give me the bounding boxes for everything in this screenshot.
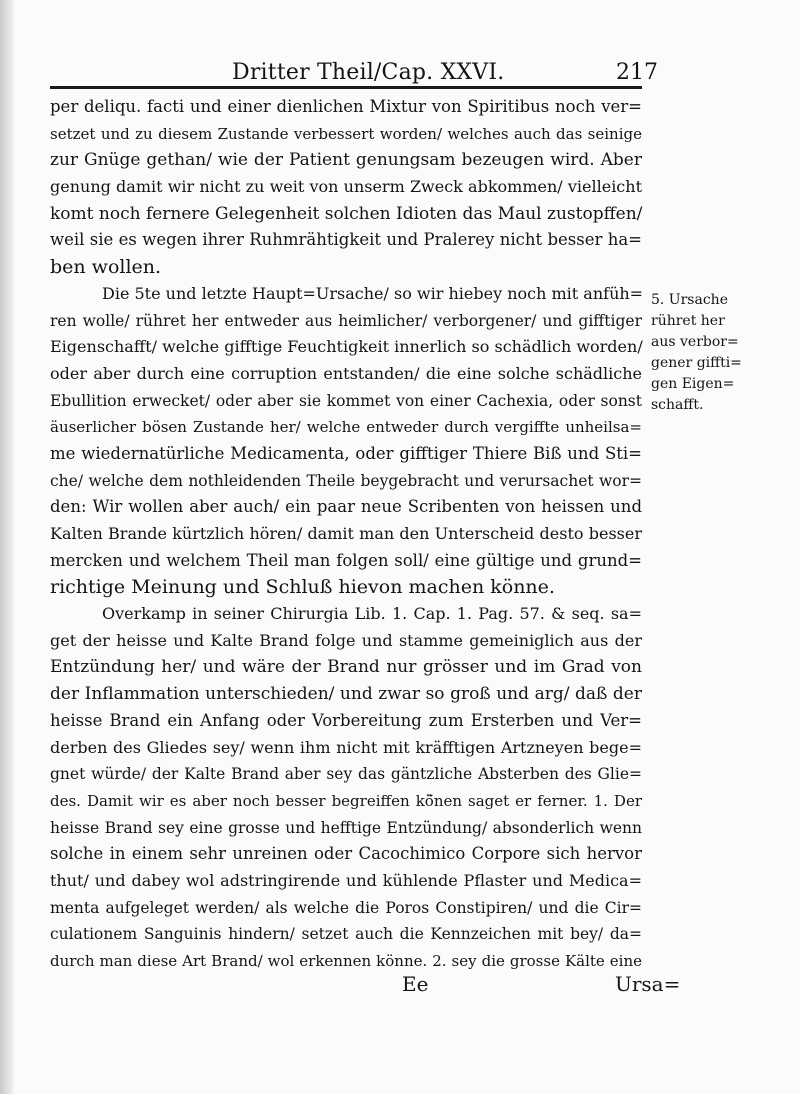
text-line: zur Gnüge gethan/ wie der Patient genungsam bezeugen wird. Aber	[50, 150, 642, 171]
text-line: komt noch fernere Gelegenheit solchen Idioten das Maul zustopffen/	[50, 203, 643, 224]
text-line: gnet würde/ der Kalte Brand aber sey das gäntzliche Absterben des Glie=	[50, 765, 642, 784]
text-line: oder aber durch eine corruption entstanden/ die eine solche schädliche	[50, 363, 642, 383]
text-line: thut/ und dabey wol adstringirende und kühlende Pflaster und Medica=	[50, 870, 642, 890]
margin-note-line: 5. Ursache	[651, 292, 728, 308]
page-header	[50, 58, 658, 88]
text-line: che/ welche dem nothleidenden Theile beygebracht und verursachet wor=	[50, 471, 642, 490]
text-line: heisse Brand ein Anfang oder Vorbereitung zum Ersterben und Ver=	[50, 710, 642, 730]
text-line: setzet und zu diesem Zustande verbessert worden/ welches auch das seinige	[50, 124, 642, 143]
margin-note-line: aus verbor=	[651, 334, 739, 350]
text-line: genung damit wir nicht zu weit von unserm Zweck abkommen/ vielleicht	[50, 177, 642, 197]
text-line: durch man diese Art Brand/ wol erkennen könne. 2. sey die grosse Kälte eine	[50, 952, 642, 970]
text-line: ben wollen.	[50, 256, 162, 279]
text-line: me wiedernatürliche Medicamenta, oder gifftiger Thiere Biß und Sti=	[50, 443, 642, 463]
page-footer	[50, 972, 681, 1002]
text-line: äuserlicher bösen Zustande her/ welche entweder durch vergiffte unheilsa=	[50, 418, 642, 437]
body-text	[50, 94, 642, 975]
text-line: get der heisse und Kalte Brand folge und stamme gemeiniglich aus der	[50, 630, 642, 650]
text-line: per deliqu. facti und einer dienlichen Mixtur von Spiritibus noch ver=	[50, 97, 642, 116]
text-line: weil sie es wegen ihrer Ruhmrähtigkeit und Pralerey nicht besser ha=	[50, 230, 642, 250]
text-line: derben des Gliedes sey/ wenn ihm nicht mit kräfftigen Artzneyen bege=	[50, 737, 642, 757]
text-line: des. Damit wir es aber noch besser begreiffen kö̃nen saget er ferner. 1. Der	[50, 791, 642, 810]
text-line: ren wolle/ rühret her entweder aus heimlicher/ verborgener/ und gifftiger	[50, 311, 642, 330]
text-line: richtige Meinung und Schluß hievon machen könne.	[50, 576, 555, 599]
catchword: Ursa=	[615, 972, 681, 996]
margin-note-line: gen Eigen=	[651, 376, 735, 392]
text-line: den: Wir wollen aber auch/ ein paar neue Scribenten von heissen und	[50, 497, 642, 517]
margin-note-line: schafft.	[651, 397, 704, 413]
text-line: menta aufgeleget werden/ als welche die Poros Constipiren/ und die Cir=	[50, 898, 642, 917]
running-head: Dritter Theil/Cap. XXVI.	[232, 60, 505, 85]
signature-mark: Ee	[402, 972, 429, 996]
text-line: solche in einem sehr unreinen oder Cacochimico Corpore sich hervor	[50, 844, 642, 864]
paragraph-start-line: Die 5te und letzte Haupt=Ursache/ so wir hiebey noch mit anfüh=	[102, 283, 644, 303]
text-line: culationem Sanguinis hindern/ setzet auch die Kennzeichen mit bey/ da=	[50, 925, 642, 944]
text-line: Eigenschafft/ welche gifftige Feuchtigkeit innerlich so schädlich worden/	[50, 337, 643, 357]
text-line: der Inflammation unterschieden/ und zwar so groß und arg/ daß der	[50, 684, 642, 705]
paragraph-start-line: Overkamp in seiner Chirurgia Lib. 1. Cap. 1. Pag. 57. & seq. sa=	[102, 604, 642, 624]
margin-note-line: rühret her	[651, 313, 725, 329]
text-line: Kalten Brande kürtzlich hören/ damit man den Unterscheid desto besser	[50, 524, 642, 543]
page-edge-shadow	[0, 0, 14, 1094]
margin-note-line: gener giffti=	[651, 355, 742, 371]
page-number: 217	[616, 60, 658, 85]
text-line: Entzündung her/ und wäre der Brand nur grösser und im Grad von	[50, 657, 642, 678]
text-line: heisse Brand sey eine grosse und hefftige Entzündung/ absonderlich wenn	[50, 818, 642, 837]
header-rule	[50, 86, 642, 89]
text-line: Ebullition erwecket/ oder aber sie kommet von einer Cachexia, oder sonst	[50, 391, 642, 410]
text-line: mercken und welchem Theil man folgen soll/ eine gültige und grund=	[50, 550, 642, 570]
margin-note	[651, 290, 756, 416]
